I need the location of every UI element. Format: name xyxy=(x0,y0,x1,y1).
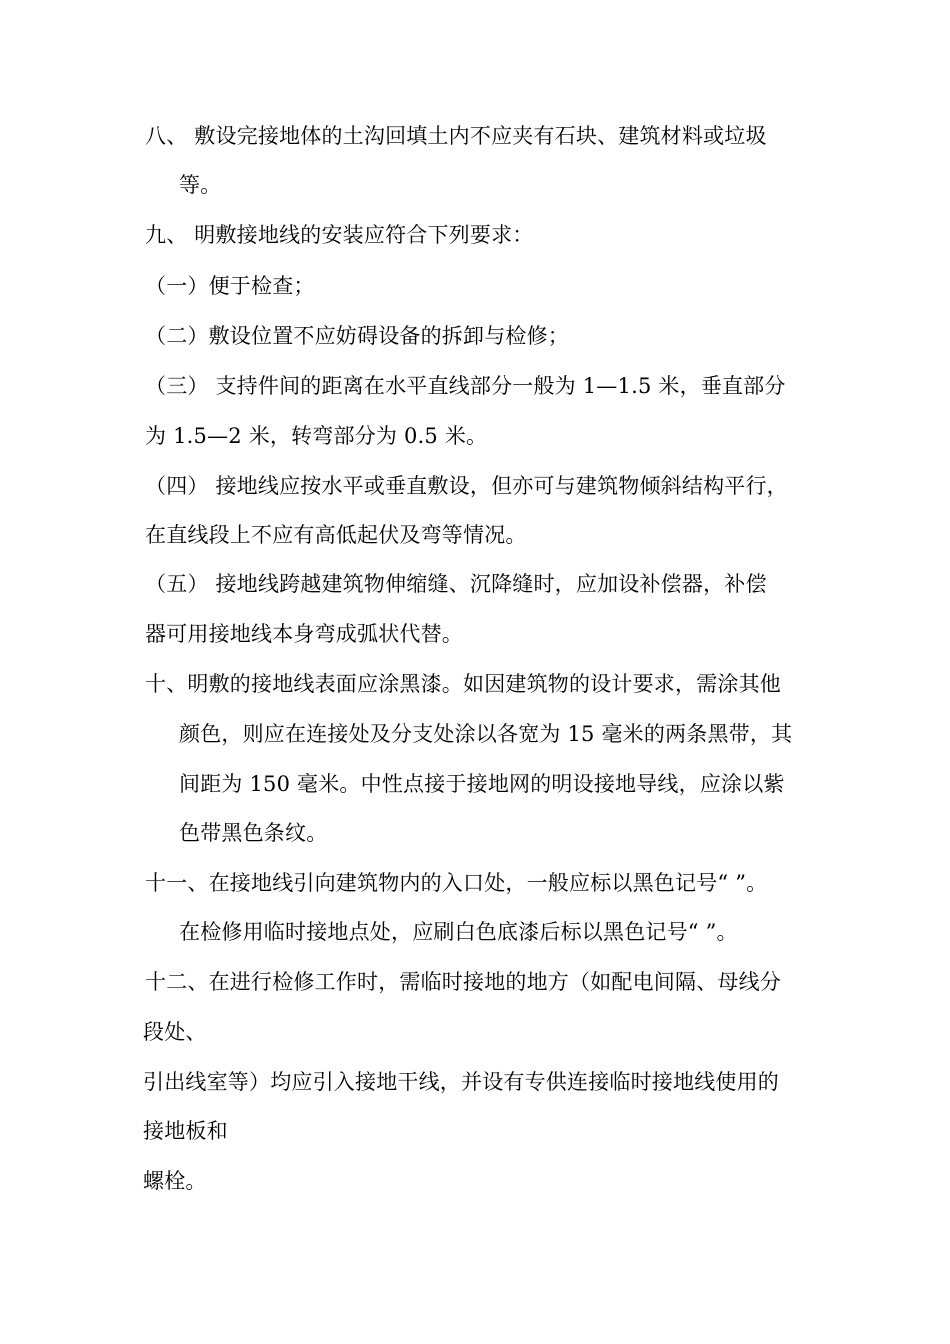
item-4-line-2: 在直线段上不应有高低起伏及弯等情况。 xyxy=(145,523,527,547)
item-1: （一）便于检查； xyxy=(145,274,315,298)
item-3-line-2: 为 1.5—2 米，转弯部分为 0.5 米。 xyxy=(145,424,488,448)
item-5-line-2: 器可用接地线本身弯成弧状代替。 xyxy=(145,622,463,646)
paragraph-12-line-4: 接地板和 xyxy=(143,1119,228,1143)
paragraph-12-line-5: 螺栓。 xyxy=(143,1169,207,1193)
paragraph-8-line-2: 等。 xyxy=(179,173,222,197)
paragraph-8-line-1: 八、 敷设完接地体的土沟回填土内不应夹有石块、建筑材料或垃圾 xyxy=(145,124,767,148)
paragraph-12-line-1: 十二、在进行检修工作时，需临时接地的地方（如配电间隔、母线分 xyxy=(145,970,781,994)
paragraph-10-line-2: 颜色，则应在连接处及分支处涂以各宽为 15 毫米的两条黑带，其 xyxy=(179,722,793,746)
paragraph-10-line-1: 十、明敷的接地线表面应涂黑漆。如因建筑物的设计要求，需涂其他 xyxy=(145,672,781,696)
item-3-line-1: （三） 支持件间的距离在水平直线部分一般为 1—1.5 米，垂直部分 xyxy=(145,374,786,398)
item-2: （二）敷设位置不应妨碍设备的拆卸与检修； xyxy=(145,324,569,348)
paragraph-11-line-2: 在检修用临时接地点处，应刷白色底漆后标以黑色记号“ ”。 xyxy=(179,920,738,944)
paragraph-12-line-2: 段处、 xyxy=(143,1020,207,1044)
item-5-line-1: （五） 接地线跨越建筑物伸缩缝、沉降缝时，应加设补偿器，补偿 xyxy=(145,572,767,596)
paragraph-11-line-1: 十一、在接地线引向建筑物内的入口处，一般应标以黑色记号“ ”。 xyxy=(145,871,768,895)
paragraph-10-line-3: 间距为 150 毫米。中性点接于接地网的明设接地导线，应涂以紫 xyxy=(179,772,785,796)
paragraph-9-heading: 九、 明敷接地线的安装应符合下列要求： xyxy=(145,223,534,247)
paragraph-12-line-3: 引出线室等）均应引入接地干线，并设有专供连接临时接地线使用的 xyxy=(143,1070,779,1094)
item-4-line-1: （四） 接地线应按水平或垂直敷设，但亦可与建筑物倾斜结构平行， xyxy=(145,474,788,498)
paragraph-10-line-4: 色带黑色条纹。 xyxy=(179,821,328,845)
